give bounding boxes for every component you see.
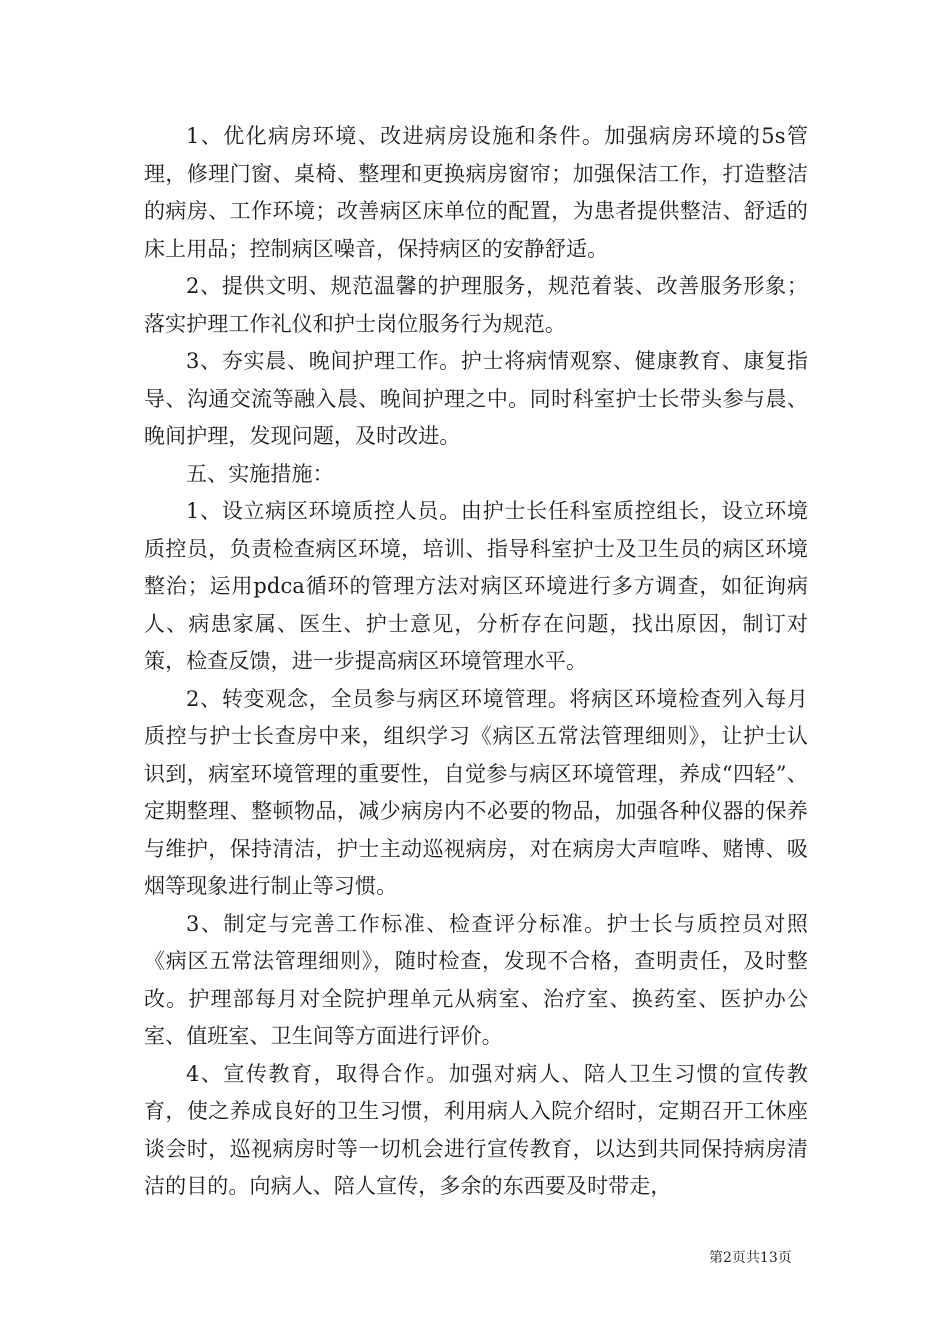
paragraph-5: 2、转变观念，全员参与病区环境管理。将病区环境检查列入每月质控与护士长查房中来，组织学习《病区五常法管理细则》，让护士认识到，病室环境管理的重要性，自觉参与病区环境管理，养成“四轻”、定期整理、整顿物品，减少病房内不必要的物品，加强各种仪器的保养与维护，保持清洁，护士主动巡视病房，对在病房大声喧哗、赌博、吸烟等现象进行制止等习惯。 xyxy=(144,686,808,898)
paragraph-3: 3、夯实晨、晚间护理工作。护士将病情观察、健康教育、康复指导、沟通交流等融入晨、晚间护理之中。同时科室护士长带头参与晨、晚间护理，发现问题，及时改进。 xyxy=(144,349,808,448)
paragraph-4: 1、设立病区环境质控人员。由护士长任科室质控组长，设立环境质控员，负责检查病区环境，培训、指导科室护士及卫生员的病区环境整治；运用pdca循环的管理方法对病区环境进行多方调查，如征询病人、病患家属、医生、护士意见，分析存在问题，找出原因，制订对策，检查反馈，进一步提高病区环境管理水平。 xyxy=(144,499,808,673)
paragraph-6: 3、制定与完善工作标准、检查评分标准。护士长与质控员对照《病区五常法管理细则》，随时检查，发现不合格，查明责任，及时整改。护理部每月对全院护理单元从病室、治疗室、换药室、医护办公室、值班室、卫生间等方面进行评价。 xyxy=(144,911,808,1048)
page-number-footer: 第2页共13页 xyxy=(709,1250,792,1266)
paragraph-2: 2、提供文明、规范温馨的护理服务，规范着装、改善服务形象；落实护理工作礼仪和护士岗位服务行为规范。 xyxy=(144,274,808,336)
paragraph-1: 1、优化病房环境、改进病房设施和条件。加强病房环境的5s管理，修理门窗、桌椅、整理和更换病房窗帘；加强保洁工作，打造整洁的病房、工作环境；改善病区床单位的配置，为患者提供整洁、舒适的床上用品；控制病区噪音，保持病区的安静舒适。 xyxy=(144,124,808,261)
section-heading: 五、实施措施： xyxy=(186,461,334,486)
paragraph-7: 4、宣传教育，取得合作。加强对病人、陪人卫生习惯的宣传教育，使之养成良好的卫生习惯，利用病人入院介绍时，定期召开工休座谈会时，巡视病房时等一切机会进行宣传教育，以达到共同保持病房清洁的目的。向病人、陪人宣传，多余的东西要及时带走， xyxy=(144,1061,808,1198)
document-body xyxy=(144,118,808,1206)
